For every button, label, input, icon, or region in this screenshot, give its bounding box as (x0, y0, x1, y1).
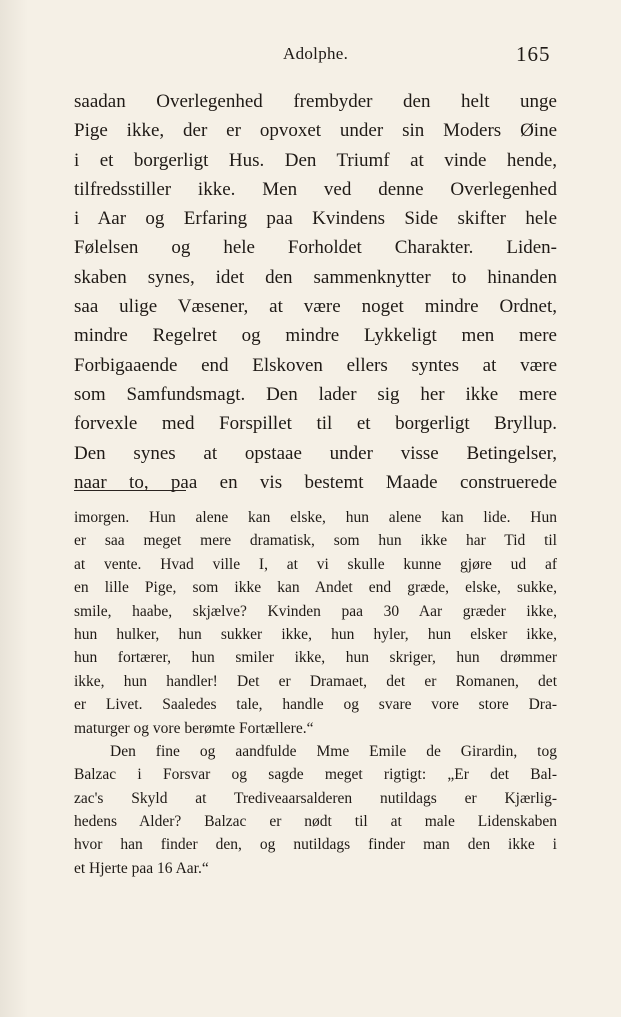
footnote-line: Balzac i Forsvar og sagde meget rigtigt: „Er det Bal- (74, 766, 557, 784)
footnote-separator (74, 490, 186, 491)
text-line: skaben synes, idet den sammenknytter to hinanden (74, 266, 557, 288)
footnote-line: at vente. Hvad ville I, at vi skulle kunne gjøre ud af (74, 555, 557, 573)
footnote-line: er Livet. Saaledes tale, handle og svare vore store Dra- (74, 696, 557, 714)
footnote-line: en lille Pige, som ikke kan Andet end græde, elske, sukke, (74, 579, 557, 597)
footnote-line: zac's Skyld at Trediveaarsalderen nutildags er Kjærlig- (74, 789, 557, 807)
footnote (74, 506, 557, 880)
running-title: Adolphe. (283, 44, 349, 63)
footnote-line: hvor han finder den, og nutildags finder man den ikke i (74, 836, 557, 854)
text-line: Forbigaaende end Elskoven ellers syntes at være (74, 354, 557, 376)
footnote-line: Den fine og aandfulde Mme Emile de Girardin, tog (110, 742, 557, 760)
text-line: Pige ikke, der er opvoxet under sin Moders Øine (74, 120, 557, 142)
footnote-line: maturger og vore berømte Fortællere.“ (74, 719, 314, 737)
text-line: som Samfundsmagt. Den lader sig her ikke mere (74, 383, 557, 405)
footnote-line: ikke, hun handler! Det er Dramaet, det er Romanen, det (74, 672, 557, 690)
page-header (0, 40, 621, 70)
text-line: i et borgerligt Hus. Den Triumf at vinde hende, (74, 149, 557, 171)
text-line: saa ulige Væsener, at være noget mindre Ordnet, (74, 296, 557, 318)
footnote-line: imorgen. Hun alene kan elske, hun alene kan lide. Hun (74, 509, 557, 526)
page-number: 165 (516, 42, 551, 66)
text-line: Den synes at opstaae under visse Betingelser, (74, 442, 557, 464)
text-line: saadan Overlegenhed frembyder den helt unge (74, 91, 557, 112)
main-text (74, 87, 557, 497)
text-line: naar to, paa en vis bestemt Maade construerede (74, 471, 557, 493)
footnote-line: hun fortærer, hun smiler ikke, hun skriger, hun drømmer (74, 649, 557, 667)
footnote-line: hun hulker, hun sukker ikke, hun hyler, hun elsker ikke, (74, 625, 557, 643)
text-line: forvexle med Forspillet til et borgerligt Bryllup. (74, 413, 557, 435)
footnote-line: er saa meget mere dramatisk, som hun ikke har Tid til (74, 532, 557, 550)
footnote-line: hedens Alder? Balzac er nødt til at male Lidenskaben (74, 813, 557, 831)
text-line: Følelsen og hele Forholdet Charakter. Liden- (74, 237, 557, 259)
text-line: mindre Regelret og mindre Lykkeligt men mere (74, 325, 557, 347)
text-line: i Aar og Erfaring paa Kvindens Side skifter hele (74, 208, 557, 230)
footnote-line: smile, haabe, skjælve? Kvinden paa 30 Aar græder ikke, (74, 602, 557, 620)
footnote-line: et Hjerte paa 16 Aar.“ (74, 859, 209, 877)
text-line: tilfredsstiller ikke. Men ved denne Overlegenhed (74, 178, 557, 200)
